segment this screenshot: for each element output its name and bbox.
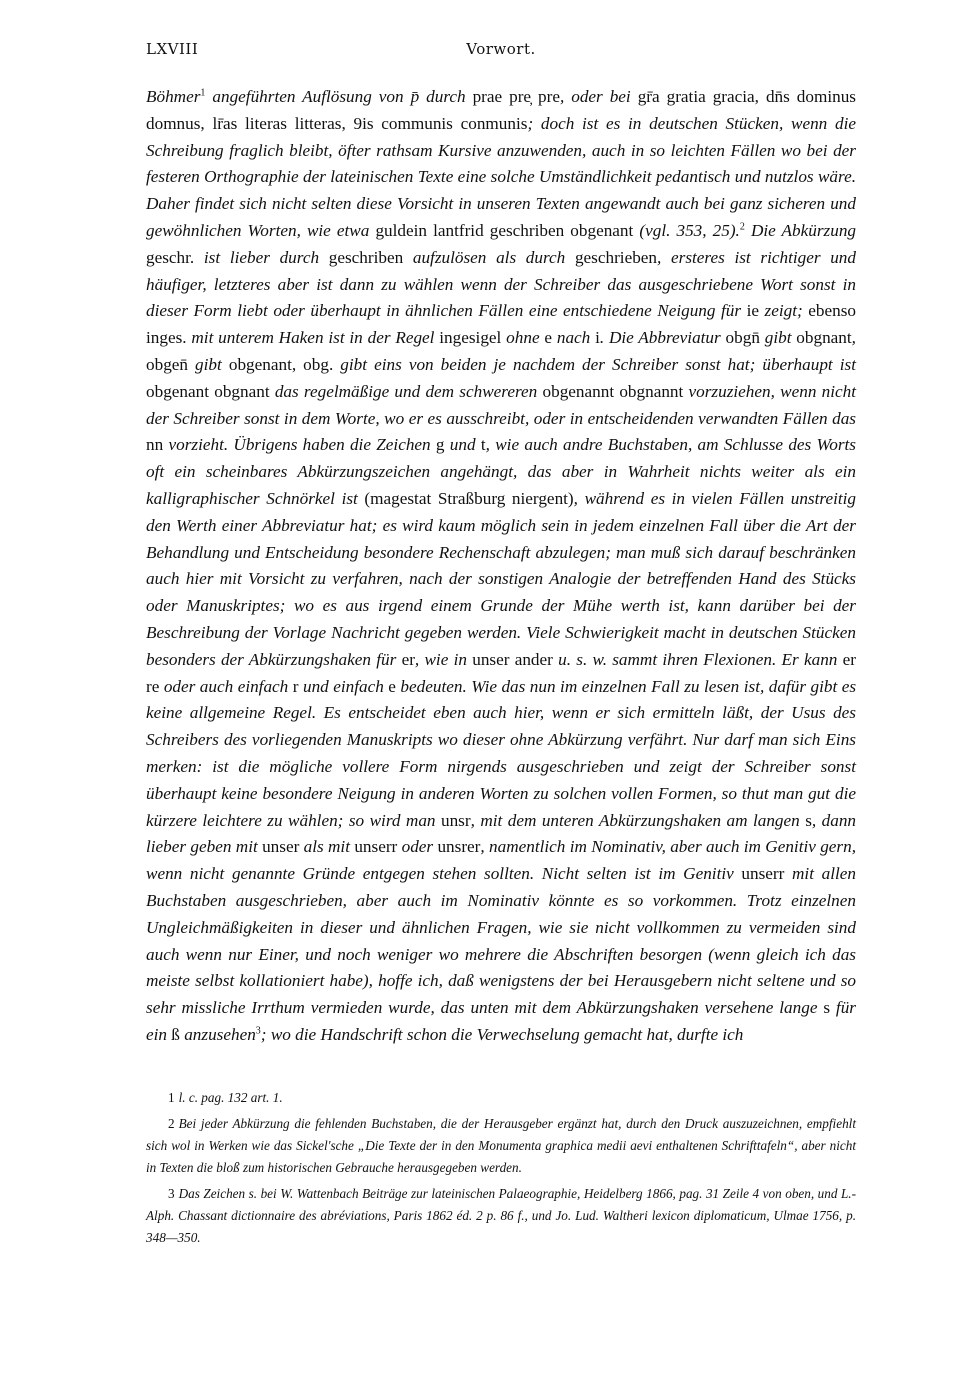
quoted-example-text: ingesigel (439, 328, 502, 348)
quoted-example-text: ß (171, 1024, 180, 1044)
body-text-segment: , oder bei (559, 87, 638, 106)
body-text-segment: vorzieht. Übrigens haben die Zeichen (163, 435, 436, 455)
quoted-example-text: ie (746, 301, 760, 321)
page-header (146, 40, 856, 68)
body-text-segment: (vgl. 353, 25). (633, 220, 740, 240)
body-text-segment: zeigt; (759, 301, 809, 321)
body-text-segment: mit unterem Haken ist in der Regel (186, 328, 440, 348)
quoted-example-text: geschr. (146, 247, 195, 267)
footnote-reference: 1 (200, 87, 206, 99)
quoted-example-text: unser (262, 837, 300, 857)
body-text-segment: , während es in vielen Fällen unstreitig den Werth einer Abbreviatur hat; es wird kaum möglich sein in jedem einzelnen Fall über die Art der Behandlung und Entscheidung besondere Rechenschaft abzulegen; man muß sich darauf beschränken auch hier mit Vorsicht zu verfahren, nach der sonstigen Analogie der betreffenden Hand des Stücks oder Manuskriptes; wo es aus irgend einem Grunde der Mühe werth ist, kann darüber bei der Beschreibung der Vorlage Nachricht gegeben werden. Viele Schwierigkeit macht in deutschen Stücken besonders der Abkürzungshaken für (146, 488, 856, 669)
body-text-segment: das regelmäßige und dem schwereren (269, 381, 543, 401)
quoted-example-text: obgenant obgnant (146, 381, 270, 401)
body-text-segment: ; wo die Handschrift schon die Verwechselung gemacht hat, durfte ich (260, 1024, 744, 1044)
body-text-segment: oder auch einfach (159, 676, 293, 696)
quoted-example-text: geschriben (328, 247, 404, 267)
body-paragraph (146, 84, 856, 1049)
body-text-segment: vorzuziehen, wenn nicht der Schreiber sonst in dem Worte, wo er es ausschreibt, oder in entscheidenden verwandten Fällen das (146, 381, 857, 428)
quoted-example-text: e (388, 676, 396, 696)
quoted-example-text: obgenannt obgnannt (542, 381, 684, 401)
quoted-example-text: i (595, 328, 600, 348)
quoted-example-text: unserr (354, 837, 398, 857)
quoted-example-text: unserr (741, 864, 785, 884)
quoted-example-text: r (292, 676, 299, 696)
body-text-segment: , namentlich im Nominativ, aber auch im Genitiv gern, wenn nicht genannte Gründe entgegen stehen sollten. Nicht selten ist im Genitiv (146, 837, 857, 884)
page-number: LXVIII (146, 40, 199, 58)
footnote-text: Das Zeichen s. bei W. Wattenbach Beiträge zur lateinischen Palaeographie, Heidelberg 1866, pag. 31 Zeile 4 von oben, und L.-Alph. Chassant dictionnaire des abréviations, Paris 1862 éd. 2 p. 86 f., und Jo. Lud. Waltheri lexicon diplomaticum, Ulmae 1756, p. 348—350. (146, 1185, 856, 1245)
body-text-segment: und einfach (298, 676, 389, 696)
footnote (146, 1087, 856, 1109)
quoted-example-text: (magestat Straßburg niergent) (364, 488, 574, 508)
footnote-number: 1 (168, 1089, 175, 1105)
quoted-example-text: unsrer (437, 837, 481, 857)
footnote-reference: 3 (255, 1025, 261, 1037)
body-text-segment: ; doch ist es in deutschen Stücken, wenn die Schreibung fraglich bleibt, öfter rathsam Kursive anzuwenden, auch in so leichten Fällen wo bei der festeren Orthographie der lateinischen Texte eine solche Umständlichkeit pedantisch und nutzlos wäre. Daher findet sich nicht selten diese Vorsicht in unseren Texten angewandt auch bei ganz sicheren und gewöhnlichen Worten, wie etwa (146, 113, 856, 240)
body-text-segment: anzusehen (179, 1024, 256, 1044)
quoted-example-text: obgen̄ (146, 354, 189, 374)
quoted-example-text: gr̄a gratia gracia, dn̄s dominus domnus, lr̄as literas litteras, 9is communis conmunis (146, 87, 856, 133)
body-text-segment: bedeuten. Wie das nun im einzelnen Fall zu lesen ist, dafür gibt es keine allgemeine Regel. Es entscheidet eben auch hier, wenn er sich ermitteln läßt, der Usus des Schreibers des vorliegenden Manuskripts wo dieser ohne Abkürzung verfährt. Nur darf man sich Eins merken: ist die mögliche vollere Form nirgends ausgeschrieben und zeigt der Schreiber sonst überhaupt keine besondere Neigung in anderen Worten zu solchen vollen Formen, so thut man gut die kürzere leichtere zu wählen; so wird man (146, 676, 857, 830)
quoted-example-text: ebenso inges. (146, 301, 857, 348)
footnote-number: 3 (168, 1185, 175, 1201)
body-text-segment: gibt (759, 328, 797, 348)
body-text-segment: nach (552, 328, 596, 348)
body-text-segment: als mit (299, 837, 355, 857)
body-text-segment: , wie in (414, 649, 473, 669)
body-text (146, 84, 856, 1049)
body-text-segment: aufzulösen als durch (403, 247, 575, 267)
body-text-segment: Die Abkürzung (744, 220, 857, 240)
body-text-segment: Böhmer (146, 87, 201, 106)
body-text-segment: ist lieber durch (194, 247, 329, 267)
body-text-segment: angeführten Auflösung von p̄ durch (205, 87, 473, 106)
quoted-example-text: t (480, 435, 486, 455)
body-text-segment: u. s. w. sammt ihren Flexionen. Er kann (552, 649, 843, 669)
body-text-segment: , wie auch andre Buchstaben, am Schlusse des Worts oft ein scheinbares Abkürzungszeichen angehängt, das aber in Wahrheit nichts weiter als ein kalligraphischer Schnörkel ist (146, 435, 856, 508)
running-title: Vorwort. (466, 40, 536, 58)
quoted-example-text: unsr (440, 810, 471, 830)
body-text-segment: für ein (146, 998, 856, 1044)
body-text-segment: und (444, 435, 481, 455)
quoted-example-text: nn (146, 435, 164, 455)
body-text-segment: , ersteres ist richtiger und häufiger, letzteres aber ist dann zu wählen wenn der Schreiber das ausgeschriebene Wort sonst in dieser Form liebt oder überhaupt in ähnlichen Fällen eine entschiedene Neigung für (146, 247, 856, 321)
body-text-segment: , dann lieber geben mit (146, 810, 857, 857)
footnote-text: l. c. pag. 132 art. 1. (178, 1089, 283, 1105)
body-text-segment: , mit dem unteren Abkürzungshaken am langen (470, 810, 806, 830)
body-text-segment: . Die Abbreviatur (599, 328, 726, 348)
footnote-number: 2 (168, 1115, 175, 1131)
footnote-reference: 2 (739, 221, 745, 233)
quoted-example-text: s (805, 810, 812, 830)
body-text-segment: , (851, 328, 856, 348)
footnotes (146, 1087, 856, 1249)
quoted-example-text: g (435, 435, 445, 455)
body-text-segment: oder (397, 837, 438, 857)
quoted-example-text: er re (146, 649, 856, 696)
body-text-segment: gibt eins von beiden je nachdem der Schreiber sonst hat; überhaupt ist (333, 354, 856, 374)
quoted-example-text: unser ander (472, 649, 553, 669)
quoted-example-text: obgn̄ (725, 328, 760, 348)
quoted-example-text: guldein lantfrid geschriben obgenant (375, 220, 634, 240)
footnote (146, 1183, 856, 1249)
quoted-example-text: geschrieben (574, 247, 658, 267)
body-text-segment: gibt (188, 354, 229, 374)
body-text-segment: ohne (501, 328, 545, 348)
quoted-example-text: obgenant, obg. (228, 354, 334, 374)
quoted-example-text: e (544, 328, 553, 348)
quoted-example-text: prae pre̦ pre (472, 87, 560, 106)
body-text-segment: mit allen Buchstaben ausgeschrieben, aber auch im Nominativ könnte es so vorkommen. Trotz einzelnen Ungleichmäßigkeiten in dieser und ähnlichen Fragen, wie sie nicht vollkommen zu vermeiden sind auch wenn nur Einer, und noch weniger wo mehrere die Abschriften besorgen (wenn gleich ich das meiste selbst kollationiert habe), hoffe ich, daß wenigstens der bei Herausgebern nicht seltene und so sehr missliche Irrthum vermieden wurde, das unten mit dem Abkürzungshaken versehene lange (146, 864, 856, 1018)
quoted-example-text: s (823, 998, 831, 1018)
footnote-text: Bei jeder Abkürzung die fehlenden Buchstaben, die der Herausgeber ergänzt hat, durch den Druck auszuzeichnen, empfiehlt sich wol in Werken wie das Sickel'sche „Die Texte der in den Monumenta graphica medii aevi enthaltenen Schrifttafeln“, aber nicht in Texten die bloß zum historischen Gebrauche herausgegeben werden. (146, 1115, 856, 1175)
quoted-example-text: obgnant (796, 328, 852, 348)
document-page (146, 40, 856, 1253)
footnote (146, 1113, 856, 1179)
quoted-example-text: er (401, 649, 415, 669)
